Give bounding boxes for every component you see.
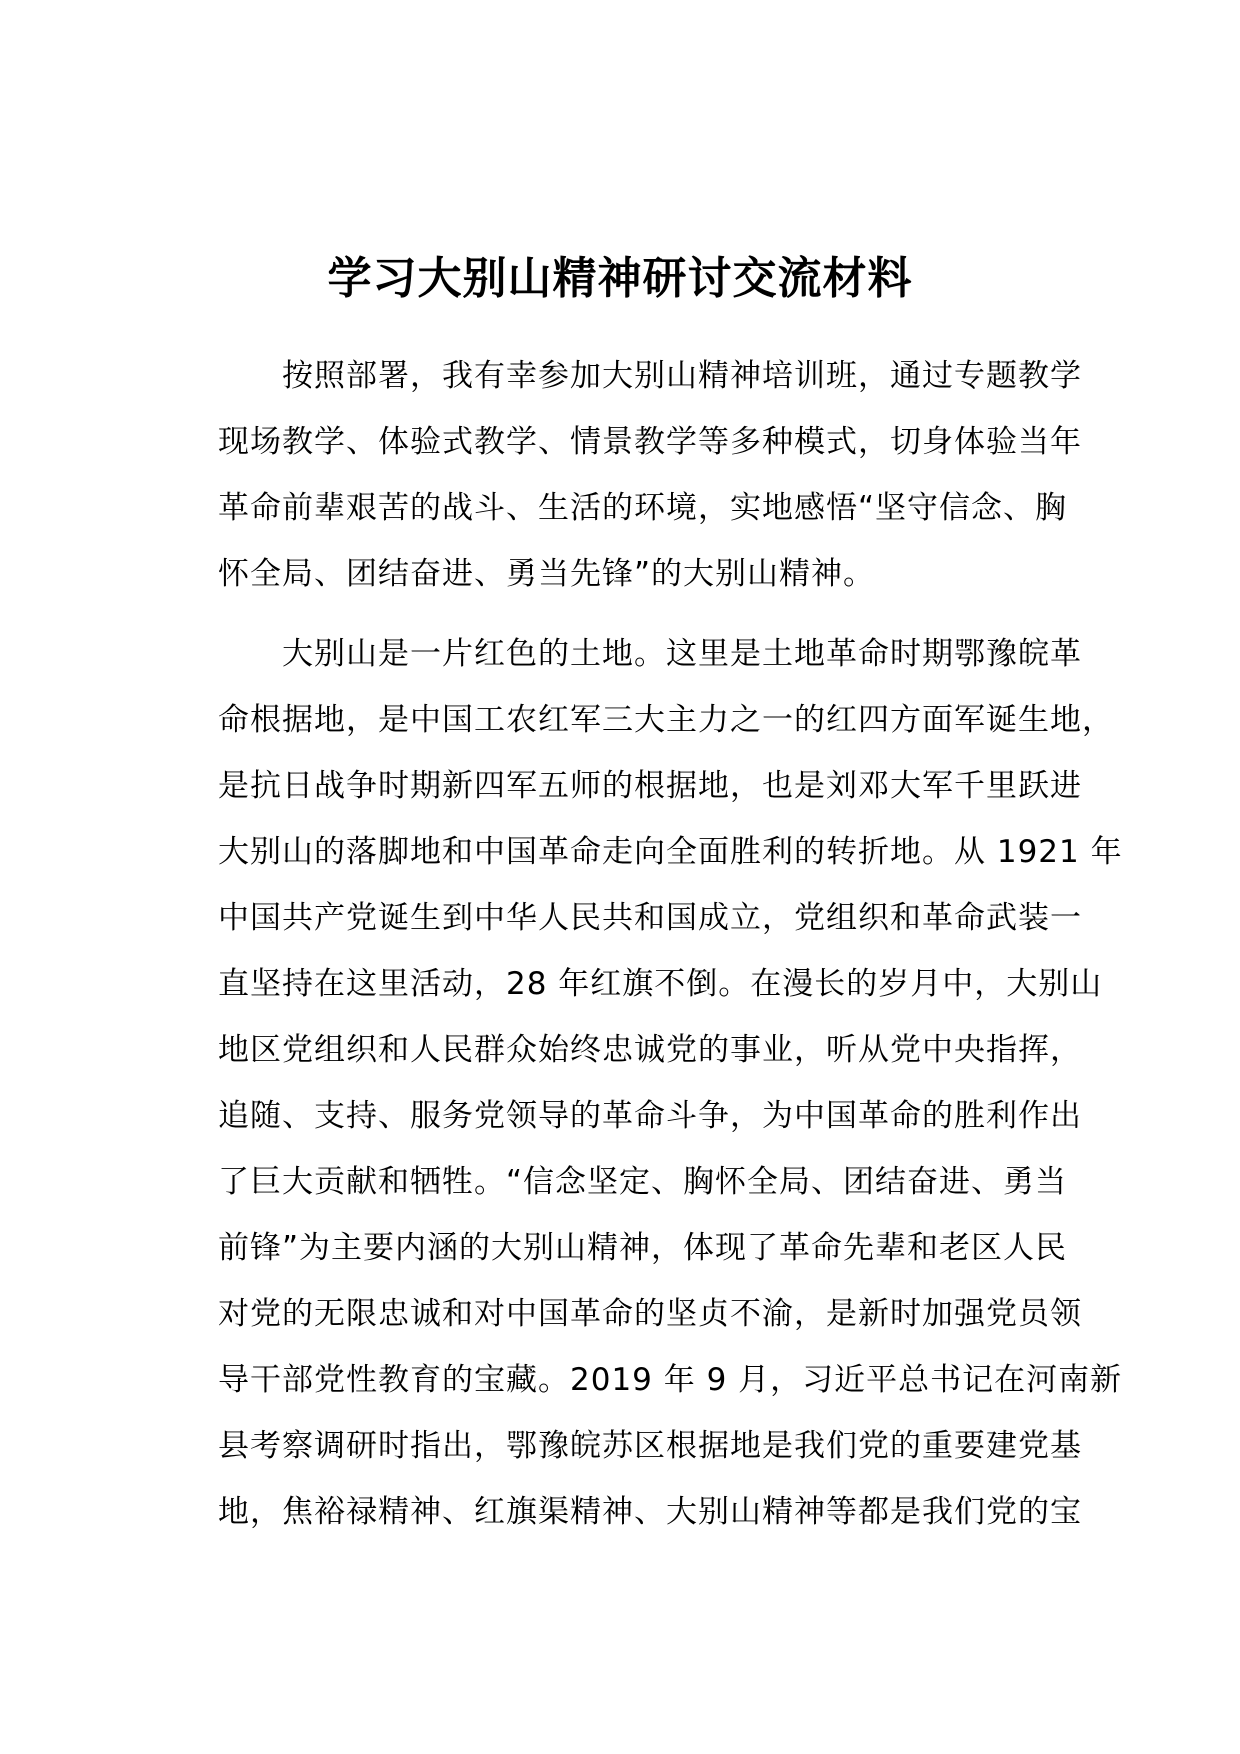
document-title: 学习大别山精神研讨交流材料 [327, 253, 913, 304]
paragraph-line: 前锋”为主要内涵的大别山精神，体现了革命先辈和老区人民 [218, 1230, 1068, 1266]
paragraph-line: 是抗日战争时期新四军五师的根据地，也是刘邓大军千里跃进 [218, 768, 1082, 804]
paragraph-line: 现场教学、体验式教学、情景教学等多种模式，切身体验当年 [218, 424, 1082, 460]
paragraph-line: 导干部党性教育的宝藏。2019 年 9 月，习近平总书记在河南新 [218, 1362, 1123, 1398]
paragraph-line: 按照部署，我有幸参加大别山精神培训班，通过专题教学 [282, 358, 1082, 394]
paragraph-line: 地区党组织和人民群众始终忠诚党的事业，听从党中央指挥， [218, 1032, 1082, 1068]
paragraph-line: 对党的无限忠诚和对中国革命的坚贞不渝，是新时加强党员领 [218, 1296, 1082, 1332]
paragraph-line: 了巨大贡献和牺牲。“信念坚定、胸怀全局、团结奋进、勇当 [218, 1164, 1068, 1200]
paragraph-line: 命根据地，是中国工农红军三大主力之一的红四方面军诞生地， [218, 702, 1114, 738]
paragraph-line: 革命前辈艰苦的战斗、生活的环境，实地感悟“坚守信念、胸 [218, 490, 1068, 526]
paragraph-line: 怀全局、团结奋进、勇当先锋”的大别山精神。 [218, 556, 876, 592]
paragraph-2 [154, 621, 1123, 1545]
paragraph-line: 地，焦裕禄精神、红旗渠精神、大别山精神等都是我们党的宝 [218, 1494, 1082, 1530]
paragraph-line: 中国共产党诞生到中华人民共和国成立，党组织和革命武装一 [218, 900, 1082, 936]
paragraph-1 [154, 343, 1104, 607]
paragraph-line: 大别山的落脚地和中国革命走向全面胜利的转折地。从 1921 年 [218, 834, 1123, 870]
paragraph-line: 直坚持在这里活动，28 年红旗不倒。在漫长的岁月中，大别山 [218, 966, 1103, 1002]
paragraph-line: 大别山是一片红色的土地。这里是土地革命时期鄂豫皖革 [282, 636, 1082, 672]
paragraph-line: 县考察调研时指出，鄂豫皖苏区根据地是我们党的重要建党基 [218, 1428, 1082, 1464]
paragraph-line: 追随、支持、服务党领导的革命斗争，为中国革命的胜利作出 [218, 1098, 1082, 1134]
